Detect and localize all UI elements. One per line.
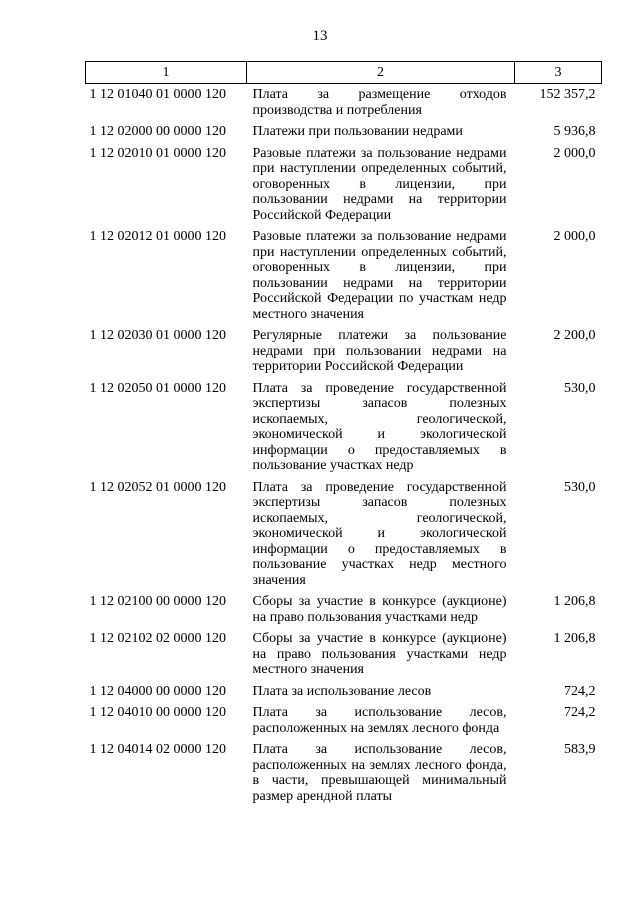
code-cell: 1 12 02052 01 0000 120	[89, 479, 226, 495]
table-row	[86, 146, 602, 230]
name-cell: Плата за проведение государственной экспертизы запасов полезных ископаемых, геологической, экономической и экологической информации о предоставляемых в пользование участках недр	[252, 380, 507, 473]
table-body	[86, 84, 602, 811]
code-cell: 1 12 02102 02 0000 120	[89, 631, 226, 646]
amount-cell: 152 357,2	[539, 87, 596, 102]
table-row	[86, 684, 602, 706]
table-row	[86, 480, 602, 595]
amount-cell: 2 000,0	[553, 145, 596, 161]
code-cell: 1 12 01040 01 0000 120	[89, 87, 226, 102]
name-cell: Плата за использование лесов, расположенных на землях лесного фонда, в части, превышающей минимальный размер арендной платы	[252, 742, 507, 804]
table-row	[86, 594, 602, 631]
name-cell: Плата за использование лесов	[252, 683, 432, 699]
name-cell: Разовые платежи за пользование недрами при наступлении определенных событий, оговоренных в лицензии, при пользовании недрами на территории Российской Федерации по участкам недр местного значения	[252, 229, 507, 322]
header-row	[86, 62, 602, 84]
column-header-name: 2	[247, 62, 515, 84]
table-row	[86, 84, 602, 125]
column-header-amount: 3	[515, 62, 602, 84]
name-cell: Сборы за участие в конкурсе (аукционе) на право пользования участками недр местного значения	[252, 631, 507, 677]
table-row	[86, 124, 602, 146]
name-cell: Платежи при пользовании недрами	[252, 124, 463, 139]
name-cell: Сборы за участие в конкурсе (аукционе) на право пользования участками недр	[252, 594, 507, 625]
amount-cell: 2 000,0	[553, 229, 596, 244]
table-row	[86, 742, 602, 810]
amount-cell: 724,2	[564, 705, 596, 720]
column-header-code: 1	[86, 62, 247, 84]
name-cell: Плата за размещение отходов производства и потребления	[252, 87, 507, 118]
code-cell: 1 12 04010 00 0000 120	[89, 705, 226, 720]
code-cell: 1 12 02010 01 0000 120	[89, 145, 226, 161]
code-cell: 1 12 04000 00 0000 120	[89, 683, 226, 699]
code-cell: 1 12 02050 01 0000 120	[89, 380, 226, 396]
amount-cell: 530,0	[564, 380, 596, 396]
amount-cell: 530,0	[564, 479, 596, 495]
name-cell: Плата за использование лесов, расположенных на землях лесного фонда	[252, 705, 507, 736]
amount-cell: 2 200,0	[553, 328, 596, 343]
table-row	[86, 381, 602, 480]
code-cell: 1 12 02012 01 0000 120	[89, 229, 226, 244]
amount-cell: 5 936,8	[553, 124, 596, 139]
code-cell: 1 12 02100 00 0000 120	[89, 594, 226, 609]
table-row	[86, 705, 602, 742]
table-row	[86, 229, 602, 328]
code-cell: 1 12 02030 01 0000 120	[89, 328, 226, 343]
amount-cell: 583,9	[564, 742, 596, 757]
table-header	[86, 62, 602, 84]
amount-cell: 1 206,8	[553, 594, 596, 609]
amount-cell: 1 206,8	[553, 631, 596, 646]
amount-cell: 724,2	[564, 683, 596, 699]
name-cell: Разовые платежи за пользование недрами при наступлении определенных событий, оговоренных в лицензии, при пользовании недрами на территории Российской Федерации	[252, 145, 507, 223]
name-cell: Регулярные платежи за пользование недрами при пользовании недрами на территории Российской Федерации	[252, 328, 507, 374]
code-cell: 1 12 04014 02 0000 120	[89, 742, 226, 757]
table-row	[86, 328, 602, 381]
code-cell: 1 12 02000 00 0000 120	[89, 124, 226, 139]
page-number: 13	[312, 28, 328, 44]
name-cell: Плата за проведение государственной экспертизы запасов полезных ископаемых, геологической, экономической и экологической информации о предоставляемых в пользование участках недр местного значения	[252, 479, 507, 588]
table-row	[86, 631, 602, 684]
budget-revenue-table	[85, 61, 602, 810]
